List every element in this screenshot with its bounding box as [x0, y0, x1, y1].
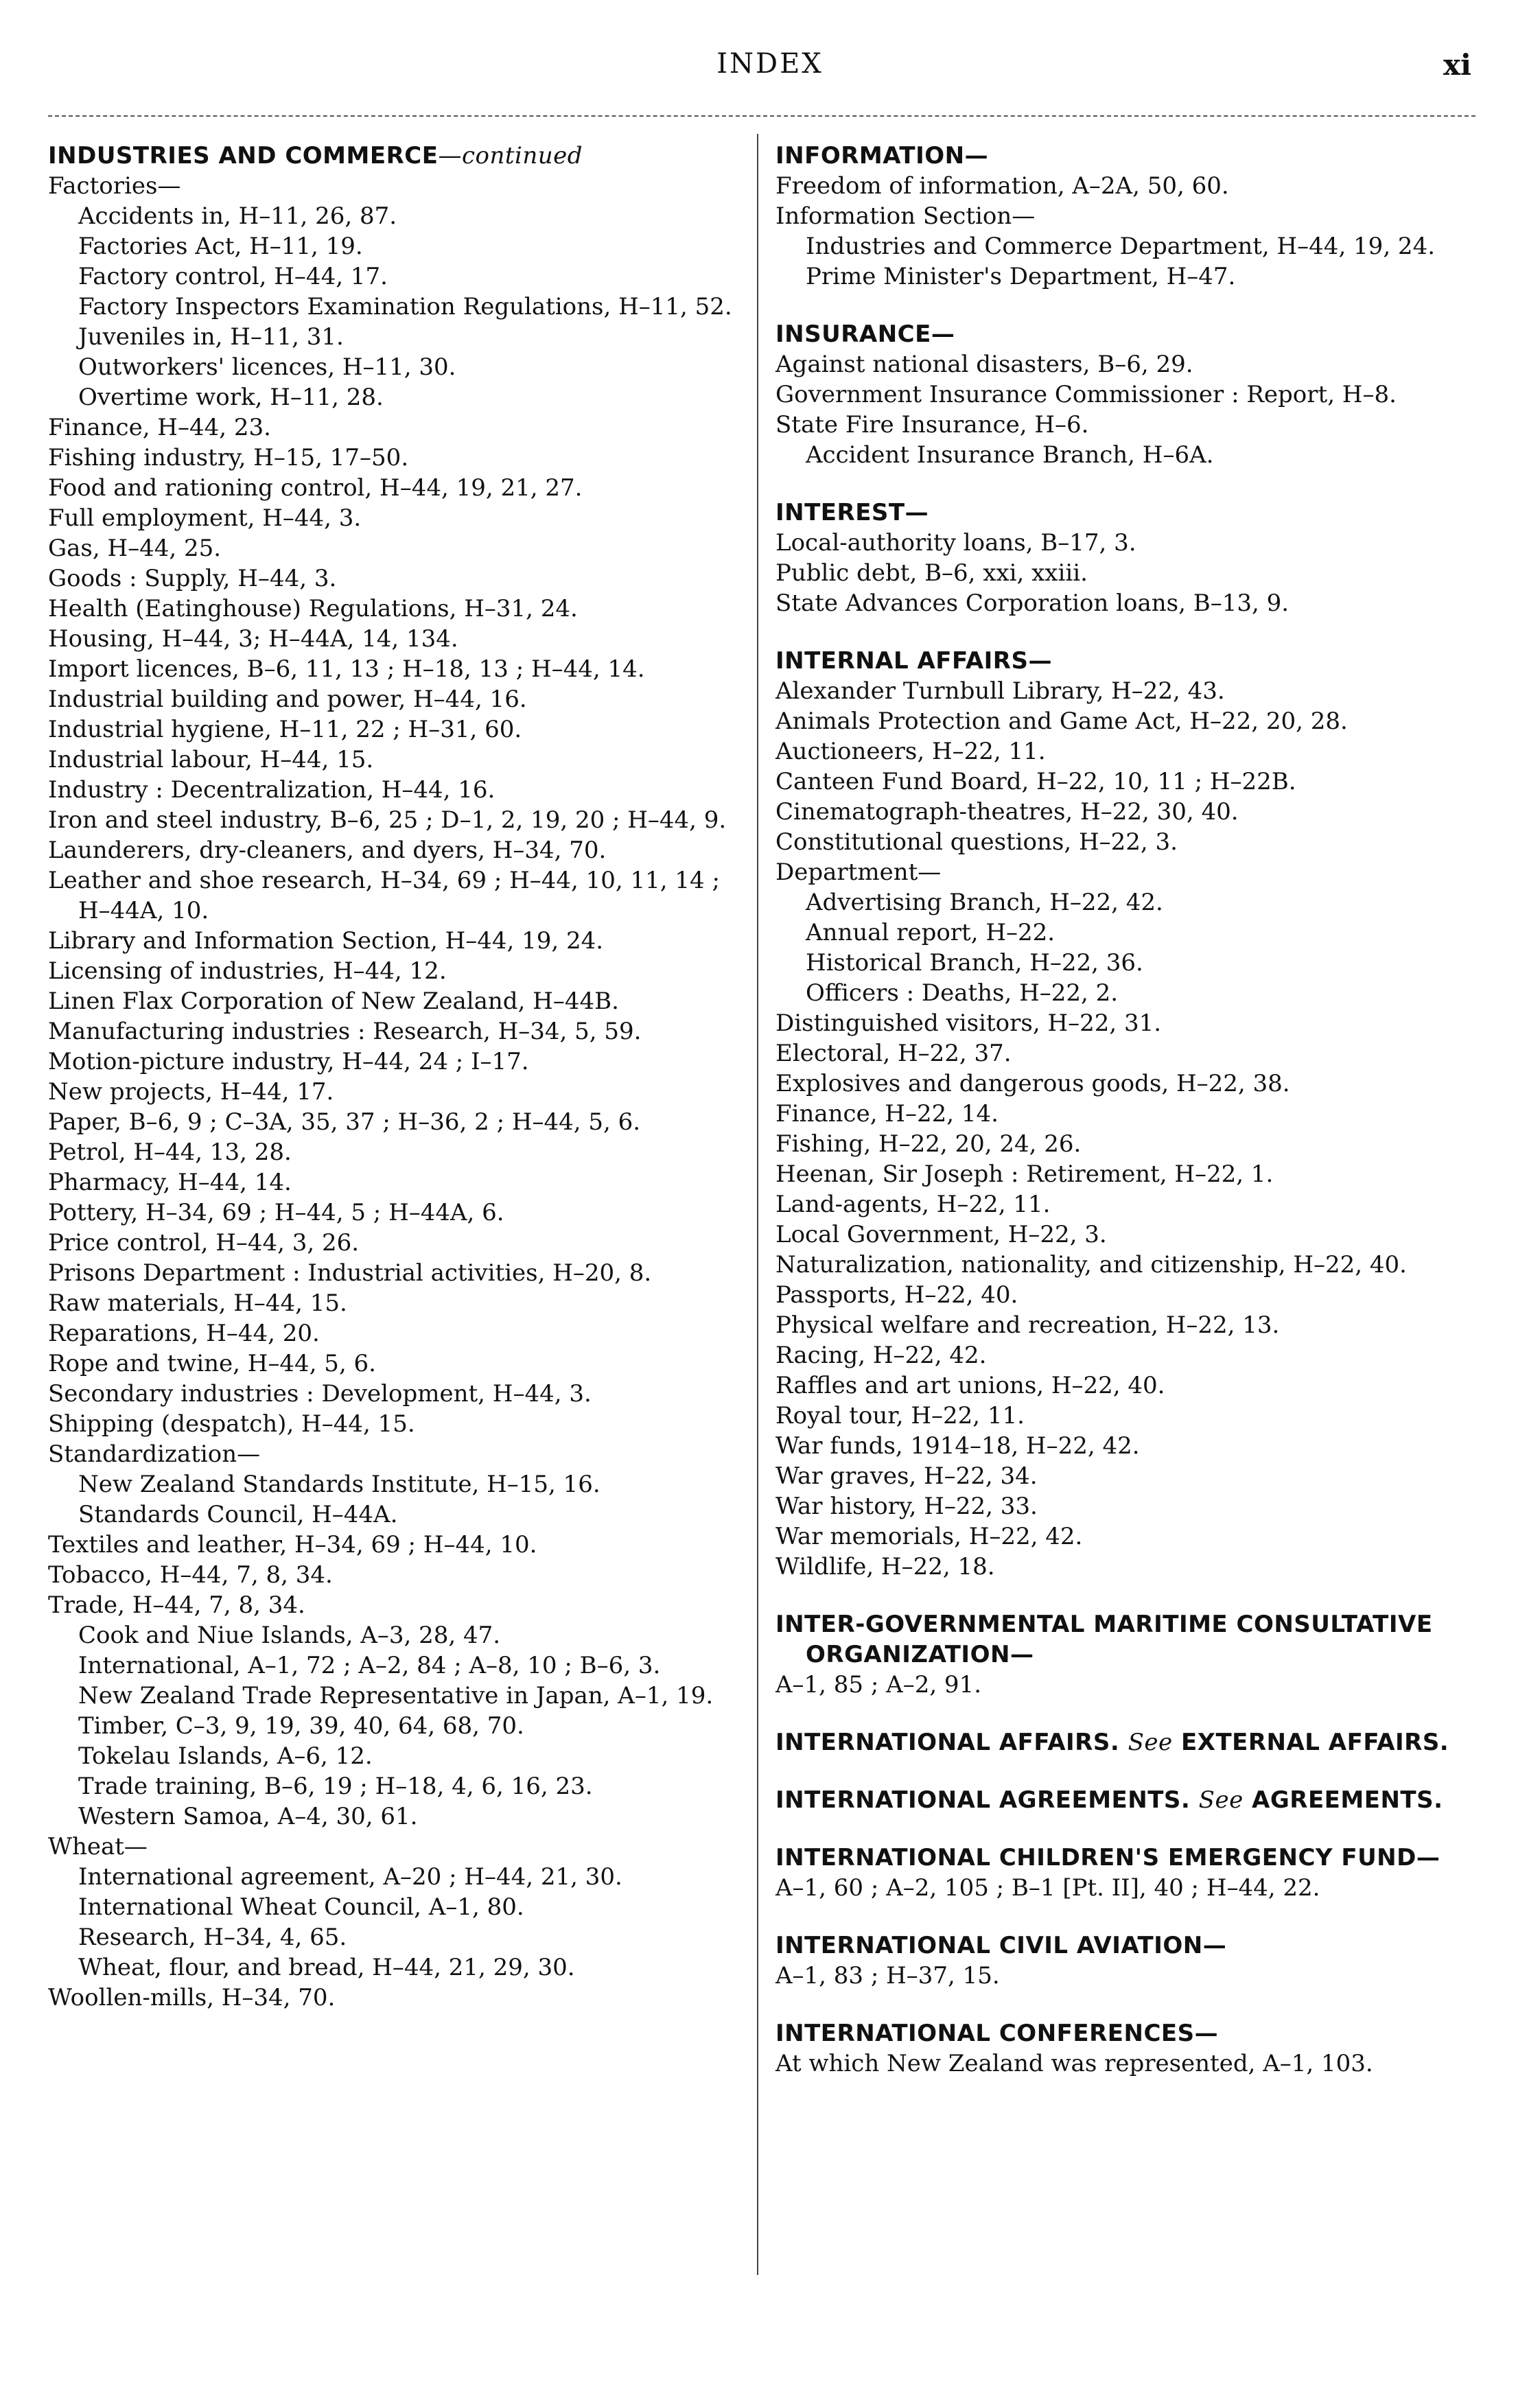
- index-entry: Information Section—: [775, 202, 1036, 230]
- index-entry: Health (Eatinghouse) Regulations, H–31, 24.: [48, 595, 578, 622]
- heading-text: INTERNAL AFFAIRS—: [775, 647, 1052, 675]
- index-entry: Finance, H–44, 23.: [48, 414, 271, 441]
- index-entry: A–1, 85 ; A–2, 91.: [775, 1671, 982, 1699]
- index-entry: Leather and shoe research, H–34, 69 ; H–44, 10, 11, 14 ; H–44A, 10.: [48, 867, 720, 924]
- index-entry: Factories—: [48, 172, 181, 200]
- index-entry: Library and Information Section, H–44, 19, 24.: [48, 927, 604, 955]
- index-entry: Rope and twine, H–44, 5, 6.: [48, 1350, 376, 1377]
- index-entry: Overtime work, H–11, 28.: [78, 384, 384, 411]
- index-entry: Trade training, B–6, 19 ; H–18, 4, 6, 16, 23.: [78, 1773, 593, 1800]
- index-entry: Officers : Deaths, H–22, 2.: [806, 979, 1119, 1007]
- index-entry: Paper, B–6, 9 ; C–3A, 35, 37 ; H–36, 2 ; H–44, 5, 6.: [48, 1108, 641, 1136]
- block-heading: [775, 1930, 1496, 1961]
- index-block: [775, 1930, 1496, 1991]
- index-entry: Industrial labour, H–44, 15.: [48, 746, 374, 773]
- index-entry: Textiles and leather, H–34, 69 ; H–44, 10.: [48, 1531, 537, 1559]
- index-entry: Timber, C–3, 9, 19, 39, 40, 64, 68, 70.: [78, 1712, 524, 1740]
- index-entry: Department—: [775, 859, 942, 886]
- heading-text: INDUSTRIES AND COMMERCE: [48, 142, 439, 170]
- index-entry: Woollen-mills, H–34, 70.: [48, 1984, 336, 2011]
- index-entry: War history, H–22, 33.: [775, 1493, 1038, 1520]
- index-entry: Iron and steel industry, B–6, 25 ; D–1, 2, 19, 20 ; H–44, 9.: [48, 806, 727, 834]
- see-target: EXTERNAL AFFAIRS.: [1181, 1729, 1449, 1756]
- index-entry: Import licences, B–6, 11, 13 ; H–18, 13 ; H–44, 14.: [48, 655, 645, 683]
- index-entry: Outworkers' licences, H–11, 30.: [78, 353, 456, 381]
- index-entry: War memorials, H–22, 42.: [775, 1523, 1083, 1550]
- index-entry: Petrol, H–44, 13, 28.: [48, 1139, 292, 1166]
- index-entry: Electoral, H–22, 37.: [775, 1040, 1012, 1067]
- index-entry: Manufacturing industries : Research, H–34, 5, 59.: [48, 1018, 642, 1045]
- block-heading: [775, 319, 1496, 349]
- index-entry: Raw materials, H–44, 15.: [48, 1289, 347, 1317]
- block-heading: [775, 1609, 1496, 1670]
- heading-text: INTEREST—: [775, 499, 929, 526]
- index-entry: Tobacco, H–44, 7, 8, 34.: [48, 1561, 333, 1589]
- header-rule: [48, 115, 1475, 117]
- index-entry: Finance, H–22, 14.: [775, 1100, 999, 1128]
- index-entry: Freedom of information, A–2A, 50, 60.: [775, 172, 1229, 200]
- index-block: [775, 1785, 1496, 1815]
- index-entry: Accident Insurance Branch, H–6A.: [806, 441, 1214, 469]
- index-entry: Animals Protection and Game Act, H–22, 20, 28.: [775, 708, 1348, 735]
- index-entry: Factory Inspectors Examination Regulations, H–11, 52.: [78, 293, 732, 320]
- column-divider: [757, 134, 758, 2275]
- index-entry: Annual report, H–22.: [806, 919, 1055, 946]
- index-entry: Historical Branch, H–22, 36.: [806, 949, 1143, 977]
- index-entry: Secondary industries : Development, H–44, 3.: [48, 1380, 592, 1408]
- index-entry: Passports, H–22, 40.: [775, 1281, 1018, 1309]
- section-heading: [48, 141, 734, 171]
- index-block: [775, 2018, 1496, 2079]
- index-entry: Heenan, Sir Joseph : Retirement, H–22, 1.: [775, 1160, 1274, 1188]
- see-word: See: [1198, 1786, 1244, 1814]
- index-entry: New Zealand Trade Representative in Japan, A–1, 19.: [78, 1682, 714, 1709]
- heading-continued: —continued: [438, 142, 583, 170]
- heading-text: INTERNATIONAL CHILDREN'S EMERGENCY FUND—: [775, 1844, 1440, 1871]
- index-entry: Pharmacy, H–44, 14.: [48, 1169, 292, 1196]
- index-entry: Full employment, H–44, 3.: [48, 504, 362, 532]
- index-entry: Housing, H–44, 3; H–44A, 14, 134.: [48, 625, 458, 653]
- index-entry: Licensing of industries, H–44, 12.: [48, 957, 447, 985]
- index-entry: A–1, 83 ; H–37, 15.: [775, 1962, 1000, 1989]
- index-entry: Canteen Fund Board, H–22, 10, 11 ; H–22B.: [775, 768, 1296, 795]
- index-entry: At which New Zealand was represented, A–1, 103.: [775, 2050, 1373, 2077]
- heading-text: INSURANCE—: [775, 320, 955, 348]
- index-entry: Industrial building and power, H–44, 16.: [48, 686, 527, 713]
- index-block: [775, 319, 1496, 470]
- index-entry: Wildlife, H–22, 18.: [775, 1553, 995, 1580]
- index-entry: Public debt, B–6, xxi, xxiii.: [775, 559, 1088, 587]
- block-heading: [775, 1785, 1496, 1815]
- index-entry: War graves, H–22, 34.: [775, 1462, 1038, 1490]
- index-block: [775, 498, 1496, 618]
- index-entry: Western Samoa, A–4, 30, 61.: [78, 1803, 418, 1830]
- index-entry: Royal tour, H–22, 11.: [775, 1402, 1025, 1429]
- index-entry: Accidents in, H–11, 26, 87.: [78, 202, 397, 230]
- heading-text: INFORMATION—: [775, 142, 989, 170]
- right-column: [775, 141, 1496, 2079]
- index-entry: Prime Minister's Department, H–47.: [806, 263, 1236, 290]
- index-entry: State Fire Insurance, H–6.: [775, 411, 1089, 439]
- heading-text: INTERNATIONAL CIVIL AVIATION—: [775, 1932, 1227, 1959]
- index-entry: Alexander Turnbull Library, H–22, 43.: [775, 677, 1225, 705]
- index-entry: Land-agents, H–22, 11.: [775, 1191, 1051, 1218]
- heading-text: INTER-GOVERNMENTAL MARITIME CONSULTATIVE ORGANIZATION—: [775, 1611, 1433, 1668]
- index-entry: Physical welfare and recreation, H–22, 13.: [775, 1311, 1280, 1339]
- index-entry: Goods : Supply, H–44, 3.: [48, 565, 337, 592]
- index-block: [775, 1843, 1496, 1903]
- index-entry: Shipping (despatch), H–44, 15.: [48, 1410, 415, 1438]
- index-entry: Constitutional questions, H–22, 3.: [775, 828, 1178, 856]
- index-entry: Wheat, flour, and bread, H–44, 21, 29, 30.: [78, 1954, 575, 1981]
- index-entry: Local Government, H–22, 3.: [775, 1221, 1107, 1248]
- heading-text: INTERNATIONAL CONFERENCES—: [775, 2020, 1219, 2047]
- index-block: [775, 1727, 1496, 1758]
- index-entry: Food and rationing control, H–44, 19, 21, 27.: [48, 474, 583, 502]
- index-entry: Gas, H–44, 25.: [48, 535, 222, 562]
- index-entry: Trade, H–44, 7, 8, 34.: [48, 1591, 305, 1619]
- index-entry: Pottery, H–34, 69 ; H–44, 5 ; H–44A, 6.: [48, 1199, 504, 1226]
- index-entry: Launderers, dry-cleaners, and dyers, H–34, 70.: [48, 837, 607, 864]
- index-entry: International Wheat Council, A–1, 80.: [78, 1893, 524, 1921]
- index-entry: International agreement, A–20 ; H–44, 21, 30.: [78, 1863, 622, 1891]
- left-column: [48, 141, 734, 2013]
- index-entry: Factory control, H–44, 17.: [78, 263, 388, 290]
- index-entry: Raffles and art unions, H–22, 40.: [775, 1372, 1165, 1399]
- index-block: [775, 141, 1496, 292]
- index-entry: Government Insurance Commissioner : Report, H–8.: [775, 381, 1397, 408]
- index-entry: State Advances Corporation loans, B–13, 9.: [775, 590, 1290, 617]
- index-entry: Cinematograph-theatres, H–22, 30, 40.: [775, 798, 1239, 826]
- index-entry: Standardization—: [48, 1440, 261, 1468]
- heading-text: INTERNATIONAL AGREEMENTS.: [775, 1786, 1191, 1814]
- index-entry: Local-authority loans, B–17, 3.: [775, 529, 1136, 557]
- index-entry: Research, H–34, 4, 65.: [78, 1924, 347, 1951]
- block-heading: [775, 141, 1496, 171]
- right-blocks: [775, 141, 1496, 2079]
- block-heading: [775, 646, 1496, 676]
- index-entry: Prisons Department : Industrial activities, H–20, 8.: [48, 1259, 652, 1287]
- index-entry: Price control, H–44, 3, 26.: [48, 1229, 360, 1257]
- index-entry: Naturalization, nationality, and citizenship, H–22, 40.: [775, 1251, 1407, 1279]
- index-entry: Cook and Niue Islands, A–3, 28, 47.: [78, 1622, 501, 1649]
- index-block: [775, 646, 1496, 1582]
- index-entry: New Zealand Standards Institute, H–15, 16.: [78, 1471, 600, 1498]
- block-heading: [775, 1727, 1496, 1758]
- index-entry: Distinguished visitors, H–22, 31.: [775, 1009, 1162, 1037]
- index-entry: Juveniles in, H–11, 31.: [78, 323, 344, 351]
- block-heading: [775, 2018, 1496, 2048]
- index-entry: Motion-picture industry, H–44, 24 ; I–17.: [48, 1048, 529, 1075]
- index-entry: Advertising Branch, H–22, 42.: [806, 889, 1163, 916]
- left-entries: [48, 171, 734, 2013]
- index-entry: Reparations, H–44, 20.: [48, 1320, 320, 1347]
- index-entry: Fishing, H–22, 20, 24, 26.: [775, 1130, 1082, 1158]
- see-target: AGREEMENTS.: [1252, 1786, 1443, 1814]
- index-entry: Linen Flax Corporation of New Zealand, H–44B.: [48, 988, 619, 1015]
- running-head: INDEX: [716, 48, 824, 80]
- heading-text: INTERNATIONAL AFFAIRS.: [775, 1729, 1120, 1756]
- index-entry: Tokelau Islands, A–6, 12.: [78, 1742, 373, 1770]
- index-entry: Against national disasters, B–6, 29.: [775, 351, 1193, 378]
- page-header: [0, 48, 1540, 89]
- index-entry: International, A–1, 72 ; A–2, 84 ; A–8, 10 ; B–6, 3.: [78, 1652, 661, 1679]
- index-entry: War funds, 1914–18, H–22, 42.: [775, 1432, 1140, 1460]
- block-heading: [775, 1843, 1496, 1873]
- index-entry: Industrial hygiene, H–11, 22 ; H–31, 60.: [48, 716, 522, 743]
- page-number: xi: [1443, 48, 1471, 82]
- index-entry: Wheat—: [48, 1833, 148, 1860]
- index-entry: Industry : Decentralization, H–44, 16.: [48, 776, 495, 804]
- index-entry: New projects, H–44, 17.: [48, 1078, 334, 1106]
- index-entry: Standards Council, H–44A.: [78, 1501, 398, 1528]
- index-entry: Auctioneers, H–22, 11.: [775, 738, 1046, 765]
- index-entry: A–1, 60 ; A–2, 105 ; B–1 [Pt. II], 40 ; H–44, 22.: [775, 1874, 1320, 1902]
- index-entry: Racing, H–22, 42.: [775, 1342, 987, 1369]
- index-block: [775, 1609, 1496, 1700]
- index-entry: Explosives and dangerous goods, H–22, 38.: [775, 1070, 1290, 1097]
- see-word: See: [1128, 1729, 1173, 1756]
- index-entry: Factories Act, H–11, 19.: [78, 233, 363, 260]
- index-entry: Fishing industry, H–15, 17–50.: [48, 444, 409, 471]
- index-entry: Industries and Commerce Department, H–44, 19, 24.: [806, 233, 1436, 260]
- block-heading: [775, 498, 1496, 528]
